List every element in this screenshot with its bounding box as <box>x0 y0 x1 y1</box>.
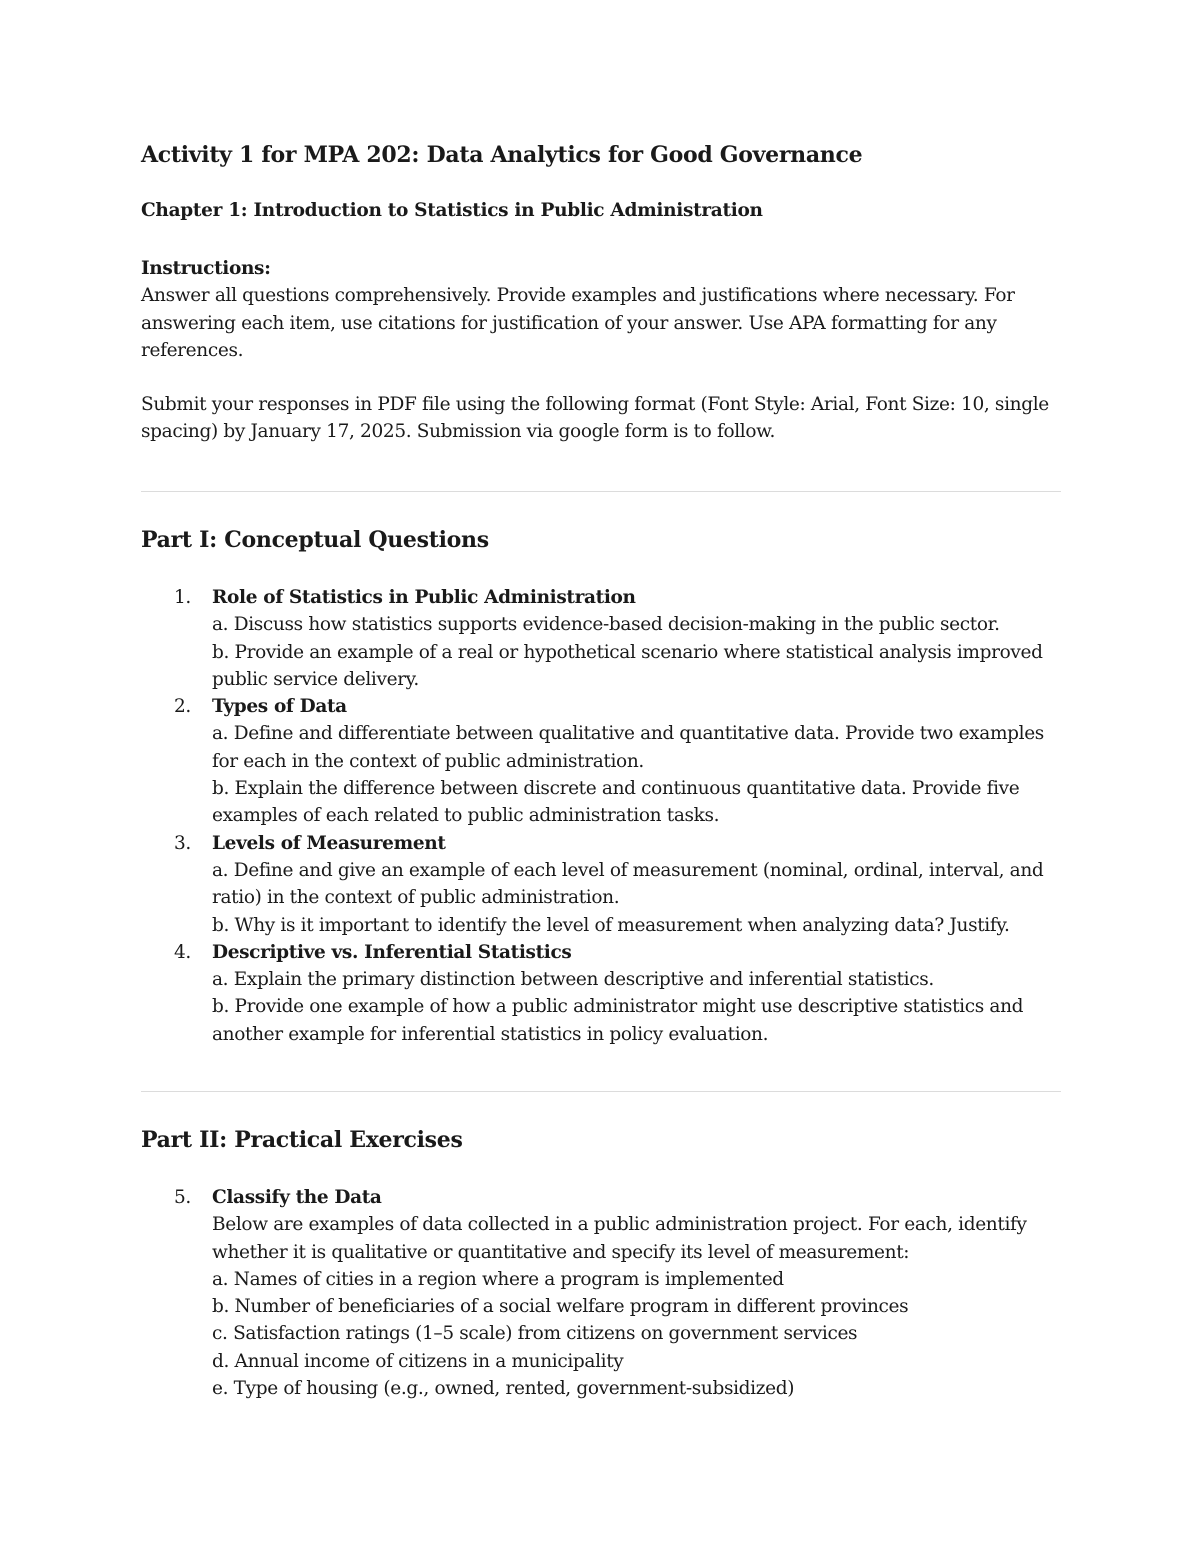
question-number: 3. <box>174 832 191 854</box>
list-item <box>141 584 1061 693</box>
list-item <box>141 830 1061 939</box>
question-heading: Classify the Data <box>212 1187 382 1208</box>
exercise-item: d. Annual income of citizens in a municipality <box>212 1350 624 1372</box>
part2-exercise-list <box>141 1184 1061 1402</box>
question-part-b: b. Why is it important to identify the level of measurement when analyzing data? Justify. <box>212 914 1010 936</box>
question-number: 1. <box>174 587 191 608</box>
instructions-paragraph-1: Answer all questions comprehensively. Provide examples and justifications where necessary. For answering each item, use citations for justification of your answer. Use APA formatting for any references. <box>141 285 1015 361</box>
question-heading: Types of Data <box>212 696 347 718</box>
instructions-block <box>141 255 1061 364</box>
chapter-heading: Chapter 1: Introduction to Statistics in Public Administration <box>141 200 763 221</box>
part2-title: Part II: Practical Exercises <box>141 1127 463 1153</box>
instructions-heading: Instructions: <box>141 258 271 279</box>
question-heading: Levels of Measurement <box>212 832 446 854</box>
exercise-item: e. Type of housing (e.g., owned, rented, government-subsidized) <box>212 1378 795 1400</box>
exercise-intro: Below are examples of data collected in a public administration project. For each, identify whether it is qualitative or quantitative and specify its level of measurement: <box>212 1214 1027 1263</box>
question-part-b: b. Explain the difference between discrete and continuous quantitative data. Provide five examples of each related to public administration tasks. <box>212 778 1020 827</box>
instructions-paragraph-2: Submit your responses in PDF file using the following format (Font Style: Arial, Font Size: 10, single spacing) by January 17, 2025. Submission via google form is to follow. <box>141 394 1049 443</box>
exercise-item: c. Satisfaction ratings (1–5 scale) from citizens on government services <box>212 1323 858 1345</box>
exercise-item: b. Number of beneficiaries of a social welfare program in different provinces <box>212 1296 909 1318</box>
document-title: Activity 1 for MPA 202: Data Analytics for Good Governance <box>141 142 863 168</box>
submission-block <box>141 391 1061 446</box>
list-item <box>141 693 1061 829</box>
divider-1 <box>141 491 1061 492</box>
part1-title: Part I: Conceptual Questions <box>141 527 489 553</box>
question-heading: Role of Statistics in Public Administration <box>212 587 636 608</box>
list-item <box>141 939 1061 1048</box>
question-number: 2. <box>174 696 191 718</box>
question-part-b: b. Provide one example of how a public administrator might use descriptive statistics and another example for inferential statistics in policy evaluation. <box>212 996 1024 1045</box>
question-number: 5. <box>174 1187 191 1208</box>
part1-question-list <box>141 584 1061 1048</box>
divider-2 <box>141 1091 1061 1092</box>
question-number: 4. <box>174 941 191 963</box>
question-part-a: a. Discuss how statistics supports evidence-based decision-making in the public sector. <box>212 614 1000 636</box>
question-part-a: a. Define and give an example of each level of measurement (nominal, ordinal, interval, and ratio) in the context of public administration. <box>212 859 1044 909</box>
question-part-a: a. Explain the primary distinction between descriptive and inferential statistics. <box>212 969 934 991</box>
exercise-item: a. Names of cities in a region where a program is implemented <box>212 1268 784 1290</box>
question-part-a: a. Define and differentiate between qualitative and quantitative data. Provide two examples for each in the context of public administration. <box>212 723 1044 772</box>
question-part-b: b. Provide an example of a real or hypothetical scenario where statistical analysis improved public service delivery. <box>212 641 1043 690</box>
question-heading: Descriptive vs. Inferential Statistics <box>212 941 572 963</box>
list-item <box>141 1184 1061 1402</box>
